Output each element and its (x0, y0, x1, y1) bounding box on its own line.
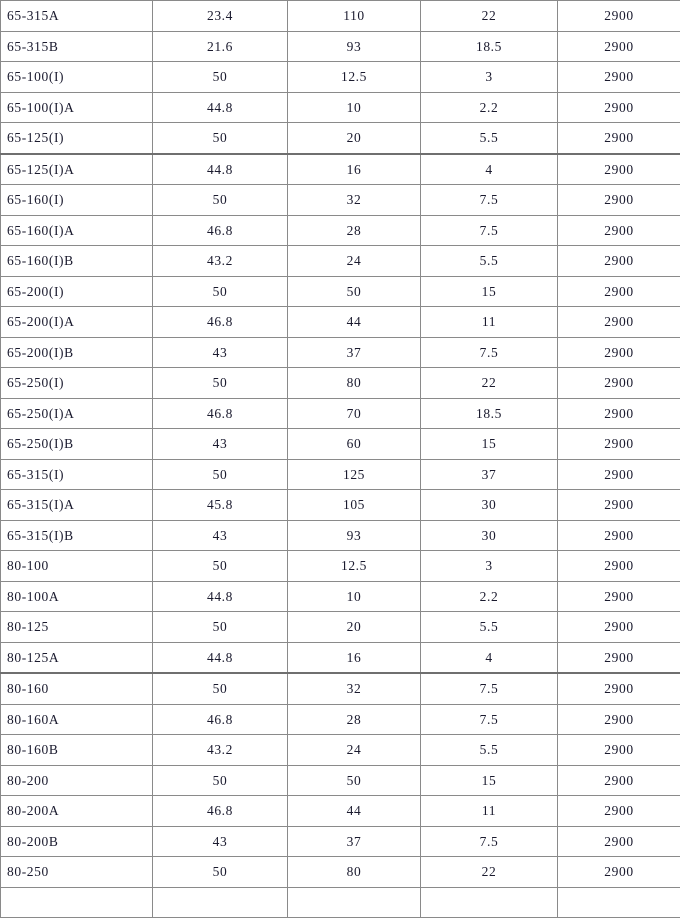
table-row (1, 642, 680, 673)
cell-speed: 2900 (558, 307, 680, 338)
cell-head: 125 (288, 459, 421, 490)
cell-head: 44 (288, 796, 421, 827)
cell-speed: 2900 (558, 520, 680, 551)
table-row (1, 581, 680, 612)
cell-head: 16 (288, 642, 421, 673)
cell-speed: 2900 (558, 246, 680, 277)
cell-power: 11 (421, 307, 558, 338)
cell-power: 7.5 (421, 826, 558, 857)
table-row (1, 31, 680, 62)
cell-flow: 50 (153, 673, 288, 704)
cell-speed: 2900 (558, 1, 680, 32)
cell-model: 65-160(I)A (1, 215, 153, 246)
cell-speed: 2900 (558, 185, 680, 216)
cell-power: 3 (421, 62, 558, 93)
cell-speed: 2900 (558, 459, 680, 490)
cell-head: 10 (288, 581, 421, 612)
table-row (1, 520, 680, 551)
cell-model: 80-200 (1, 765, 153, 796)
cell-power: 7.5 (421, 215, 558, 246)
cell-speed: 2900 (558, 31, 680, 62)
table-row (1, 154, 680, 185)
cell-head (288, 887, 421, 918)
cell-head: 110 (288, 1, 421, 32)
cell-flow: 23.4 (153, 1, 288, 32)
cell-flow: 46.8 (153, 398, 288, 429)
cell-model: 65-315(I) (1, 459, 153, 490)
cell-head: 32 (288, 673, 421, 704)
cell-power: 15 (421, 429, 558, 460)
cell-speed: 2900 (558, 429, 680, 460)
cell-speed: 2900 (558, 123, 680, 154)
cell-flow: 50 (153, 185, 288, 216)
cell-head: 37 (288, 826, 421, 857)
cell-head: 50 (288, 765, 421, 796)
cell-model: 65-100(I) (1, 62, 153, 93)
cell-power: 7.5 (421, 673, 558, 704)
cell-model: 65-200(I)A (1, 307, 153, 338)
cell-model: 80-125A (1, 642, 153, 673)
cell-flow: 45.8 (153, 490, 288, 521)
cell-model: 80-100A (1, 581, 153, 612)
cell-speed: 2900 (558, 673, 680, 704)
cell-head: 10 (288, 92, 421, 123)
table-row (1, 551, 680, 582)
cell-flow: 43.2 (153, 246, 288, 277)
cell-power: 7.5 (421, 337, 558, 368)
cell-model: 80-250 (1, 857, 153, 888)
table-row (1, 1, 680, 32)
cell-power: 7.5 (421, 704, 558, 735)
cell-model: 80-200B (1, 826, 153, 857)
cell-speed: 2900 (558, 276, 680, 307)
cell-power: 30 (421, 490, 558, 521)
cell-head: 93 (288, 520, 421, 551)
cell-model: 65-160(I)B (1, 246, 153, 277)
cell-flow: 43 (153, 337, 288, 368)
table-row (1, 704, 680, 735)
cell-head: 80 (288, 368, 421, 399)
cell-speed: 2900 (558, 368, 680, 399)
cell-flow: 21.6 (153, 31, 288, 62)
cell-model: 80-125 (1, 612, 153, 643)
table-row (1, 92, 680, 123)
table-row (1, 307, 680, 338)
cell-head: 70 (288, 398, 421, 429)
cell-model: 65-160(I) (1, 185, 153, 216)
cell-flow: 50 (153, 551, 288, 582)
table-row (1, 765, 680, 796)
cell-head: 80 (288, 857, 421, 888)
cell-flow: 46.8 (153, 796, 288, 827)
cell-flow: 44.8 (153, 154, 288, 185)
cell-speed: 2900 (558, 215, 680, 246)
cell-flow: 43 (153, 520, 288, 551)
table-row (1, 185, 680, 216)
cell-model: 65-200(I) (1, 276, 153, 307)
cell-power: 37 (421, 459, 558, 490)
cell-speed: 2900 (558, 581, 680, 612)
cell-power: 22 (421, 1, 558, 32)
cell-power: 5.5 (421, 612, 558, 643)
cell-flow: 44.8 (153, 642, 288, 673)
table-row (1, 62, 680, 93)
cell-flow: 50 (153, 62, 288, 93)
cell-flow (153, 887, 288, 918)
cell-head: 12.5 (288, 551, 421, 582)
cell-speed: 2900 (558, 490, 680, 521)
cell-model: 80-160 (1, 673, 153, 704)
table-row (1, 398, 680, 429)
cell-model: 65-315(I)A (1, 490, 153, 521)
cell-model: 65-315A (1, 1, 153, 32)
table-row (1, 215, 680, 246)
cell-model: 65-250(I)A (1, 398, 153, 429)
cell-model: 80-100 (1, 551, 153, 582)
cell-speed: 2900 (558, 92, 680, 123)
cell-speed: 2900 (558, 826, 680, 857)
cell-head: 24 (288, 735, 421, 766)
table-row (1, 429, 680, 460)
cell-power: 18.5 (421, 31, 558, 62)
table-row (1, 490, 680, 521)
cell-speed: 2900 (558, 398, 680, 429)
cell-head: 28 (288, 215, 421, 246)
cell-power: 3 (421, 551, 558, 582)
table-row (1, 459, 680, 490)
cell-flow: 46.8 (153, 704, 288, 735)
cell-speed: 2900 (558, 642, 680, 673)
table-row (1, 612, 680, 643)
table-body (1, 1, 680, 918)
table-row (1, 368, 680, 399)
cell-head: 50 (288, 276, 421, 307)
cell-power: 5.5 (421, 123, 558, 154)
cell-power: 4 (421, 642, 558, 673)
table-row (1, 246, 680, 277)
cell-model: 80-160A (1, 704, 153, 735)
cell-power (421, 887, 558, 918)
cell-model: 65-315(I)B (1, 520, 153, 551)
cell-flow: 50 (153, 857, 288, 888)
table-row (1, 796, 680, 827)
cell-head: 93 (288, 31, 421, 62)
table-row (1, 337, 680, 368)
cell-model: 65-250(I)B (1, 429, 153, 460)
cell-speed: 2900 (558, 62, 680, 93)
table-row (1, 826, 680, 857)
cell-power: 4 (421, 154, 558, 185)
cell-model: 65-200(I)B (1, 337, 153, 368)
cell-flow: 50 (153, 612, 288, 643)
cell-speed: 2900 (558, 551, 680, 582)
cell-flow: 50 (153, 368, 288, 399)
cell-power: 30 (421, 520, 558, 551)
cell-flow: 50 (153, 276, 288, 307)
cell-head: 16 (288, 154, 421, 185)
cell-head: 44 (288, 307, 421, 338)
table-row (1, 276, 680, 307)
cell-flow: 50 (153, 765, 288, 796)
cell-head: 60 (288, 429, 421, 460)
cell-model: 65-125(I)A (1, 154, 153, 185)
cell-flow: 50 (153, 123, 288, 154)
cell-head: 105 (288, 490, 421, 521)
cell-power: 22 (421, 857, 558, 888)
cell-power: 11 (421, 796, 558, 827)
cell-speed: 2900 (558, 704, 680, 735)
cell-speed: 2900 (558, 765, 680, 796)
cell-power: 18.5 (421, 398, 558, 429)
cell-speed: 2900 (558, 857, 680, 888)
cell-flow: 43 (153, 429, 288, 460)
cell-model: 65-315B (1, 31, 153, 62)
table-row (1, 735, 680, 766)
cell-speed: 2900 (558, 154, 680, 185)
table-row (1, 673, 680, 704)
cell-head: 24 (288, 246, 421, 277)
cell-power: 2.2 (421, 581, 558, 612)
cell-flow: 43.2 (153, 735, 288, 766)
table-row-partial (1, 887, 680, 918)
cell-model: 65-250(I) (1, 368, 153, 399)
cell-flow: 46.8 (153, 215, 288, 246)
cell-power: 7.5 (421, 185, 558, 216)
cell-model: 80-160B (1, 735, 153, 766)
cell-speed: 2900 (558, 735, 680, 766)
cell-power: 15 (421, 765, 558, 796)
cell-power: 2.2 (421, 92, 558, 123)
cell-head: 37 (288, 337, 421, 368)
cell-head: 12.5 (288, 62, 421, 93)
cell-power: 5.5 (421, 735, 558, 766)
cell-model (1, 887, 153, 918)
cell-flow: 43 (153, 826, 288, 857)
cell-power: 5.5 (421, 246, 558, 277)
cell-power: 15 (421, 276, 558, 307)
cell-flow: 50 (153, 459, 288, 490)
cell-model: 65-125(I) (1, 123, 153, 154)
cell-speed: 2900 (558, 612, 680, 643)
cell-model: 65-100(I)A (1, 92, 153, 123)
table-row (1, 123, 680, 154)
cell-head: 32 (288, 185, 421, 216)
cell-head: 20 (288, 612, 421, 643)
cell-head: 20 (288, 123, 421, 154)
table-row (1, 857, 680, 888)
cell-speed (558, 887, 680, 918)
cell-power: 22 (421, 368, 558, 399)
cell-speed: 2900 (558, 796, 680, 827)
cell-speed: 2900 (558, 337, 680, 368)
cell-flow: 44.8 (153, 92, 288, 123)
cell-flow: 46.8 (153, 307, 288, 338)
cell-head: 28 (288, 704, 421, 735)
cell-flow: 44.8 (153, 581, 288, 612)
cell-model: 80-200A (1, 796, 153, 827)
